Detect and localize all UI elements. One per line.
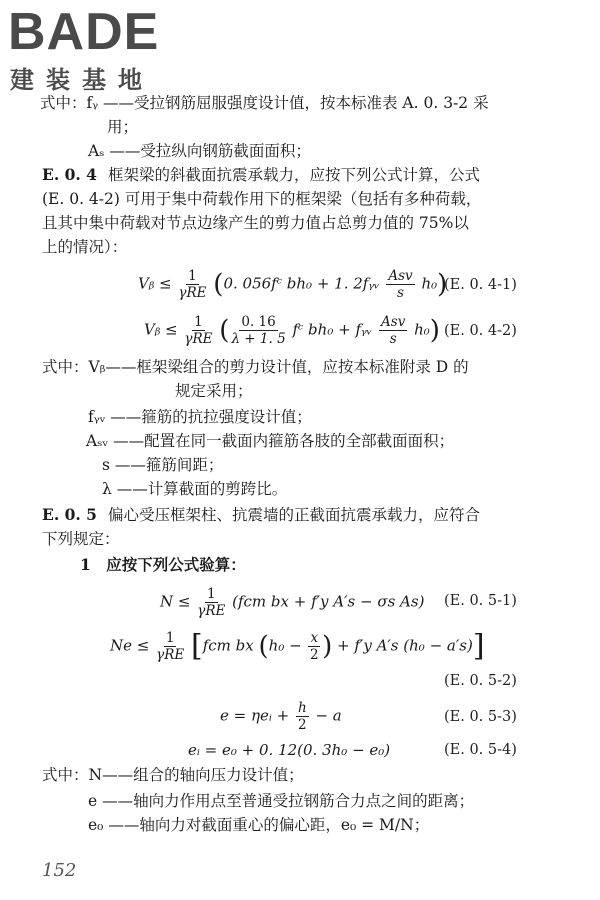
eq-body: 0. 056fᶜ bh₀ + 1. 2fᵧᵥ [223, 274, 380, 293]
equation-number: (E. 0. 5-3) [444, 709, 517, 725]
text-line: e₀ ——轴向力对截面重心的偏心距，e₀ = M/N； [88, 816, 430, 834]
equation-e054: eᵢ = e₀ + 0. 12(0. 3h₀ − e₀) [188, 741, 391, 759]
clause-number: E. 0. 4 [42, 165, 97, 184]
equation-number: (E. 0. 5-2) [444, 673, 517, 689]
text-line: 且其中集中荷载对节点边缘产生的剪力值占总剪力值的 75%以 [42, 214, 469, 232]
eq-fraction: $\frac{\text{Asv}}{s}$ [381, 314, 406, 347]
eq-fraction: $\frac{\text{Asv}}{s}$ [388, 268, 413, 301]
eq-fraction: $\frac{1}{\text{γRE}}$ [197, 586, 226, 619]
eq-fraction: $\frac{1}{\text{γRE}}$ [156, 630, 185, 663]
equation-e051: N ≤ $\frac{1}{\text{γRE}}$ (fcm bx + f′y A′s − σs As) [160, 586, 425, 619]
eq-lhs: Vᵦ ≤ [138, 274, 172, 293]
page-number: 152 [42, 860, 77, 881]
equation-number: (E. 0. 5-1) [444, 593, 517, 609]
text-line: Aₛ ——受拉纵向钢筋截面面积； [88, 142, 311, 160]
text-line: fᵧᵥ ——箍筋的抗拉强度设计值； [88, 408, 312, 426]
text-line: 下列规定： [42, 530, 120, 548]
text-line: λ ——计算截面的剪跨比。 [102, 480, 288, 498]
logo-wordmark: BADE [8, 3, 160, 61]
text-line: Aₛᵥ ——配置在同一截面内箍筋各肢的全部截面面积； [86, 432, 455, 450]
text-line: 偏心受压框架柱、抗震墙的正截面抗震承载力，应符合 [108, 506, 481, 524]
text-line: (E. 0. 4-2) 可用于集中荷载作用下的框架梁（包括有多种荷载， [42, 190, 482, 208]
eq-fraction: $\frac{1}{\text{γRE}}$ [184, 314, 213, 347]
equation-number: (E. 0. 5-4) [444, 742, 517, 758]
equation-e052: Ne ≤ $\frac{1}{\text{γRE}}$ [fcm bx (h₀ − $\frac{x}{2}$ ) + f′y A′s (h₀ − a′s)] [110, 628, 485, 664]
text-line: 框架梁的斜截面抗震承载力，应按下列公式计算，公式 [108, 166, 481, 184]
equation-e053: e = ηeᵢ + $\frac{h}{2}$ − a [220, 700, 342, 733]
list-item: 1 应按下列公式验算： [80, 555, 246, 574]
eq-fraction: $\frac{h}{2}$ [297, 700, 307, 733]
clause-number: E. 0. 5 [42, 505, 97, 524]
text-line: 用； [107, 118, 139, 136]
text-line: 式中：Vᵦ——框架梁组合的剪力设计值，应按本标准附录 D 的 [42, 358, 469, 376]
text-line: s ——箍筋间距； [102, 456, 224, 474]
logo-subtitle: 建装基地 [10, 66, 154, 94]
eq-fraction: $\frac{0. 16}{\lambda + 1. 5}$ [231, 314, 286, 347]
text-line: 规定采用； [175, 382, 253, 400]
text-line: e ——轴向力作用点至普通受拉钢筋合力点之间的距离； [88, 792, 475, 810]
equation-number: (E. 0. 4-2) [444, 323, 517, 339]
equation-number: (E. 0. 4-1) [444, 277, 517, 293]
equation-e041: Vᵦ ≤ $\frac{1}{\text{γRE}}$ (0. 056fᶜ bh₀ + 1. 2fᵧᵥ $\frac{\text{Asv}}{s}$ h₀) [138, 268, 448, 301]
text-line: 式中：N——组合的轴向压力设计值； [42, 766, 304, 784]
equation-e042: Vᵦ ≤ $\frac{1}{\text{γRE}}$ ( $\frac{0. 16}{\lambda + 1. 5}$ fᶜ bh₀ + fᵧᵥ $\frac{\text{Asv}}{s}$ h₀) [144, 314, 440, 347]
text-line: 式中：fᵧ ——受拉钢筋屈服强度设计值，按本标准表 A. 0. 3-2 采 [40, 94, 489, 112]
eq-fraction: $\frac{x}{2}$ [309, 630, 319, 663]
text-line: 上的情况）： [42, 238, 128, 256]
eq-fraction: $\frac{1}{\text{γRE}}$ [178, 268, 207, 301]
